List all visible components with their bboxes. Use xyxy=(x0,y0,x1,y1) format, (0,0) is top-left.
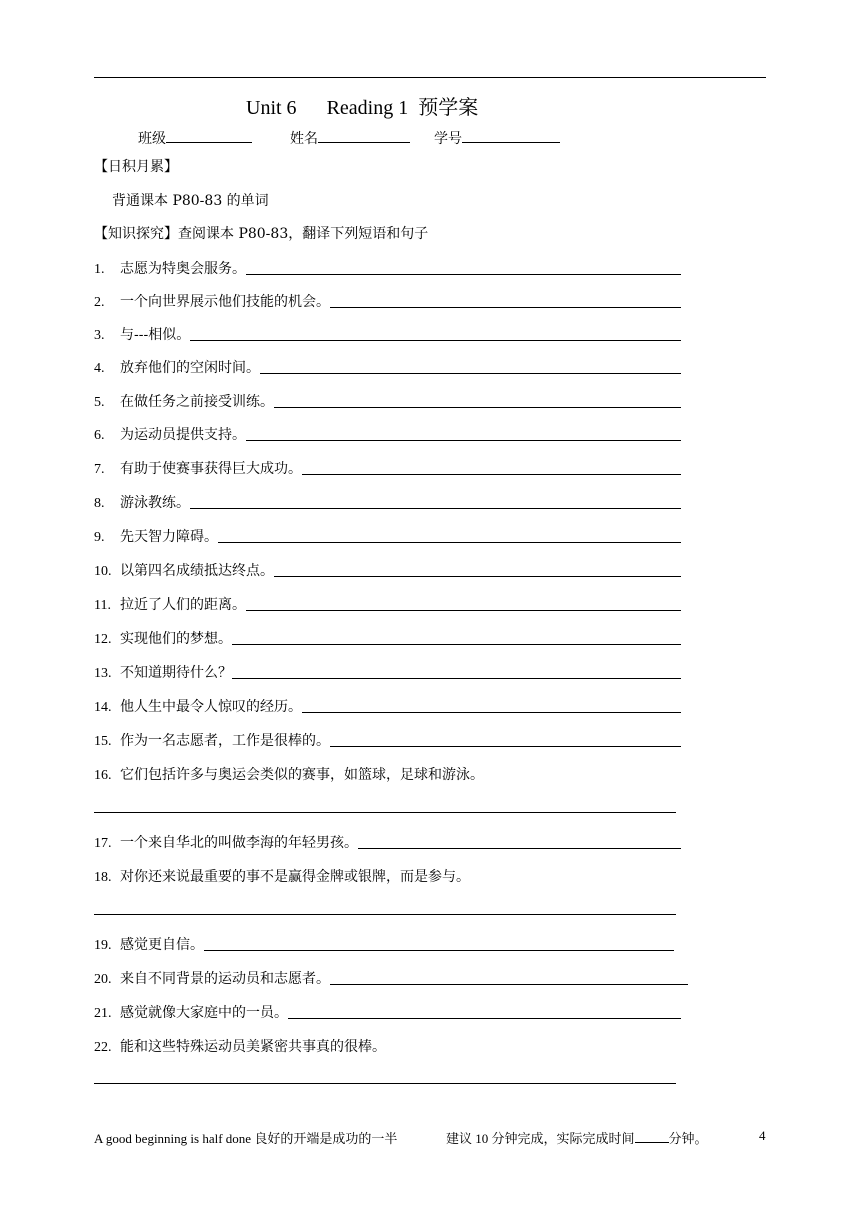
item-text: 有助于使赛事获得巨大成功。 xyxy=(120,461,302,477)
time-prefix: 建议 10 分钟完成，实际完成时间 xyxy=(446,1131,635,1146)
item-text: 作为一名志愿者，工作是很棒的。 xyxy=(120,733,330,749)
question-item xyxy=(94,968,688,988)
question-item xyxy=(94,662,681,682)
item-number: 4. xyxy=(94,361,105,376)
item-number: 21. xyxy=(94,1006,112,1021)
answer-line[interactable] xyxy=(260,372,681,374)
class-field[interactable] xyxy=(138,128,252,148)
question-item xyxy=(94,324,681,344)
item-number: 5. xyxy=(94,395,105,410)
item-text: 为运动员提供支持。 xyxy=(120,427,246,443)
actual-time-blank[interactable] xyxy=(635,1130,669,1143)
item-text: 实现他们的梦想。 xyxy=(120,631,232,647)
answer-line[interactable] xyxy=(302,711,681,713)
question-item xyxy=(94,866,470,886)
question-item xyxy=(94,628,681,648)
answer-line[interactable] xyxy=(94,914,676,915)
item-number: 7. xyxy=(94,462,105,477)
item-number: 2. xyxy=(94,295,105,310)
question-item xyxy=(94,730,681,750)
question-item xyxy=(94,594,681,614)
answer-line[interactable] xyxy=(190,507,681,509)
name-blank[interactable] xyxy=(318,128,410,143)
answer-line[interactable] xyxy=(358,847,681,849)
item-text: 放弃他们的空闲时间。 xyxy=(120,360,260,376)
item-text: 感觉就像大家庭中的一员。 xyxy=(120,1005,288,1021)
question-item xyxy=(94,357,681,377)
footer-motto: A good beginning is half done 良好的开端是成功的一半 xyxy=(94,1131,398,1146)
item-text: 感觉更自信。 xyxy=(120,937,204,953)
time-suffix: 分钟。 xyxy=(668,1131,708,1146)
item-number: 8. xyxy=(94,496,105,511)
item-number: 16. xyxy=(94,768,112,783)
question-item xyxy=(94,258,681,278)
answer-line[interactable] xyxy=(274,575,681,577)
page-number: 4 xyxy=(759,1128,766,1143)
question-item xyxy=(94,1036,386,1056)
item-text: 能和这些特殊运动员美紧密共事真的很棒。 xyxy=(120,1039,386,1055)
answer-line[interactable] xyxy=(232,643,681,645)
section-explore: 【知识探究】查阅课本 P80-83，翻译下列短语和句子 xyxy=(94,226,429,242)
item-text: 不知道期待什么？ xyxy=(120,665,232,681)
item-number: 13. xyxy=(94,666,112,681)
daily-task: 背通课本 P80-83 的单词 xyxy=(112,193,269,209)
title-suffix: 预学案 xyxy=(418,97,479,119)
answer-line[interactable] xyxy=(204,949,674,951)
answer-line[interactable] xyxy=(330,745,681,747)
student-number-field[interactable] xyxy=(434,128,560,148)
item-number: 14. xyxy=(94,700,112,715)
item-number: 11. xyxy=(94,598,111,613)
answer-line[interactable] xyxy=(302,473,681,475)
name-label: 姓名 xyxy=(290,131,318,147)
question-item xyxy=(94,391,681,411)
question-item xyxy=(94,458,681,478)
number-label: 学号 xyxy=(434,131,462,147)
name-field[interactable] xyxy=(290,128,410,148)
title-reading: Reading 1 xyxy=(326,97,409,119)
item-number: 9. xyxy=(94,530,105,545)
question-item xyxy=(94,291,681,311)
answer-line[interactable] xyxy=(94,1083,676,1084)
item-number: 19. xyxy=(94,938,112,953)
question-item xyxy=(94,526,681,546)
answer-line[interactable] xyxy=(232,677,681,679)
item-number: 1. xyxy=(94,262,105,277)
answer-line[interactable] xyxy=(246,439,681,441)
question-item xyxy=(94,424,681,444)
item-number: 17. xyxy=(94,836,112,851)
item-number: 6. xyxy=(94,428,105,443)
question-item xyxy=(94,696,681,716)
question-item xyxy=(94,764,484,784)
answer-line[interactable] xyxy=(246,273,681,275)
item-text: 他人生中最令人惊叹的经历。 xyxy=(120,699,302,715)
section-daily: 【日积月累】 xyxy=(94,159,178,175)
item-text: 拉近了人们的距离。 xyxy=(120,597,246,613)
question-item xyxy=(94,560,681,580)
answer-line[interactable] xyxy=(94,812,676,813)
item-number: 10. xyxy=(94,564,112,579)
answer-line[interactable] xyxy=(330,983,688,985)
item-text: 与---相似。 xyxy=(120,327,191,343)
answer-line[interactable] xyxy=(274,406,681,408)
item-text: 它们包括许多与奥运会类似的赛事，如篮球，足球和游泳。 xyxy=(120,767,484,783)
page-title xyxy=(246,91,478,120)
item-number: 20. xyxy=(94,972,112,987)
answer-line[interactable] xyxy=(218,541,681,543)
item-text: 在做任务之前接受训练。 xyxy=(120,394,274,410)
item-text: 先天智力障碍。 xyxy=(120,529,218,545)
item-text: 一个来自华北的叫做李海的年轻男孩。 xyxy=(120,835,358,851)
item-number: 15. xyxy=(94,734,112,749)
item-text: 一个向世界展示他们技能的机会。 xyxy=(120,294,330,310)
class-blank[interactable] xyxy=(166,128,252,143)
item-number: 3. xyxy=(94,328,105,343)
question-item xyxy=(94,1002,681,1022)
item-number: 12. xyxy=(94,632,112,647)
question-item xyxy=(94,492,681,512)
item-text: 志愿为特奥会服务。 xyxy=(120,261,246,277)
title-unit: Unit 6 xyxy=(246,97,297,119)
item-number: 22. xyxy=(94,1040,112,1055)
answer-line[interactable] xyxy=(246,609,681,611)
item-text: 游泳教练。 xyxy=(120,495,190,511)
header-rule xyxy=(94,77,766,78)
item-number: 18. xyxy=(94,870,112,885)
footer-time-note xyxy=(446,1128,708,1147)
item-text: 来自不同背景的运动员和志愿者。 xyxy=(120,971,330,987)
question-item xyxy=(94,934,674,954)
item-text: 以第四名成绩抵达终点。 xyxy=(120,563,274,579)
number-blank[interactable] xyxy=(462,128,560,143)
answer-line[interactable] xyxy=(288,1017,681,1019)
answer-line[interactable] xyxy=(330,306,681,308)
answer-line[interactable] xyxy=(190,339,681,341)
class-label: 班级 xyxy=(138,131,166,147)
question-item xyxy=(94,832,681,852)
item-text: 对你还来说最重要的事不是赢得金牌或银牌，而是参与。 xyxy=(120,869,470,885)
